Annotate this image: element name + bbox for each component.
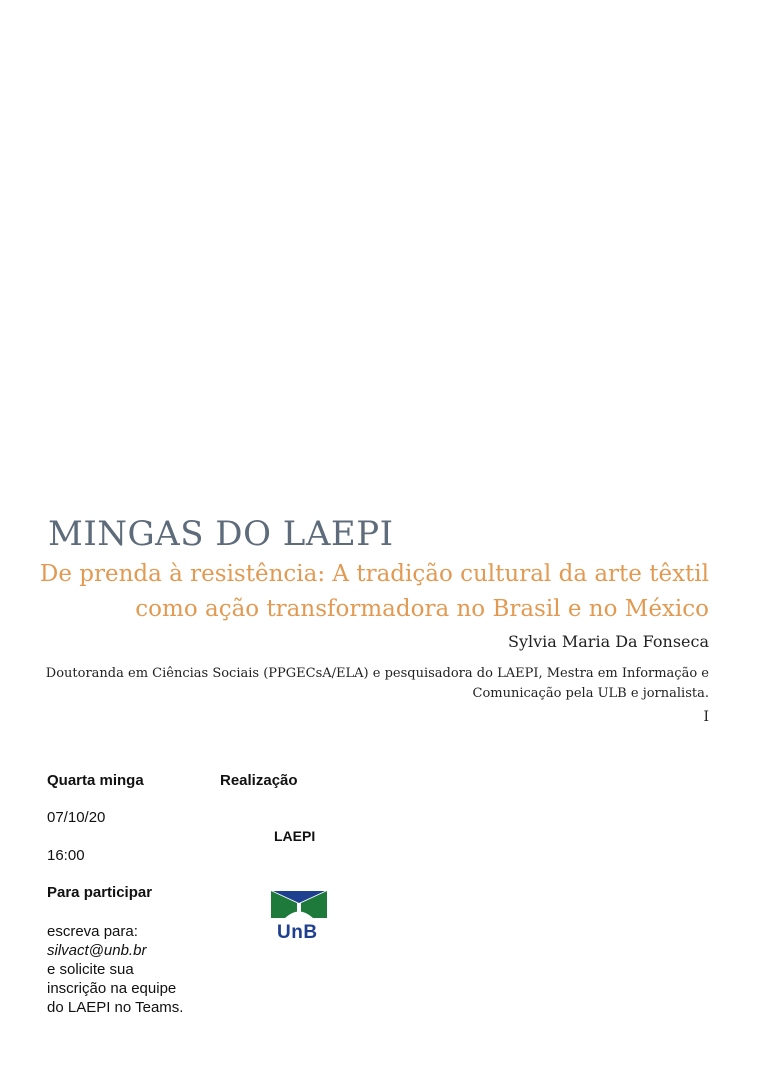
event-date: 07/10/20 — [47, 809, 106, 826]
author-affiliation — [29, 664, 709, 704]
instruction-line-1: escreva para: — [47, 923, 138, 940]
event-label: Quarta minga — [47, 772, 144, 789]
participate-heading: Para participar — [47, 884, 153, 901]
author-name: Sylvia Maria Da Fonseca — [507, 632, 709, 651]
unb-logo-text: UnB — [277, 922, 318, 943]
unb-logo — [271, 891, 327, 943]
contact-email[interactable]: silvact@unb.br — [47, 942, 147, 959]
instruction-line-4: inscrição na equipe — [47, 980, 177, 997]
page-title: MINGAS DO LAEPI — [48, 514, 394, 554]
text-marker: I — [703, 709, 709, 725]
subtitle-line-2: como ação transformadora no Brasil e no México — [135, 596, 709, 622]
subtitle-line-1: De prenda à resistência: A tradição cultural da arte têxtil — [39, 561, 709, 587]
instruction-line-5: do LAEPI no Teams. — [47, 999, 184, 1016]
affiliation-line-2: Comunicação pela ULB e jornalista. — [472, 686, 709, 701]
organizer-name: LAEPI — [274, 828, 316, 844]
affiliation-line-1: Doutoranda em Ciências Sociais (PPGECsA/ELA) e pesquisadora do LAEPI, Mestra em Informação e — [45, 666, 709, 681]
instruction-line-3: e solicite sua — [47, 961, 134, 978]
organizer-heading: Realização — [220, 772, 298, 789]
event-time: 16:00 — [47, 847, 85, 864]
participation-instructions — [47, 922, 183, 1017]
